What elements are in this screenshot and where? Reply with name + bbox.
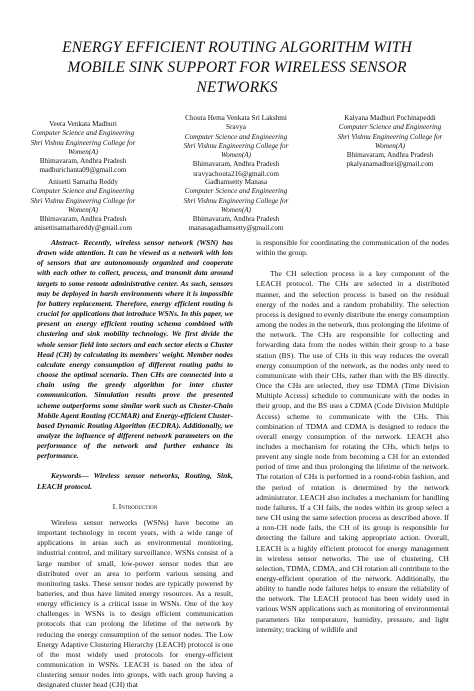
author-city: Bhimavaram, Andhra Pradesh: [192, 215, 280, 224]
author-block-1: [8, 120, 158, 176]
author-email[interactable]: sravyachouta216@gmail.com: [193, 169, 279, 178]
author-affiliation: Shri Vishnu Engineering College for: [337, 132, 443, 141]
body-paragraph: is responsible for coordinating the communication of the nodes within the group.: [256, 238, 449, 258]
author-name: Kalyana Madhuri Pochinapeddi: [344, 114, 436, 122]
author-name: Gadhamsetty Manasa: [204, 178, 268, 186]
author-email[interactable]: anisettisamathareddy@gmail.com: [34, 224, 132, 233]
author-name: Chouta Hema Venkata Sri Lakshmi: [185, 114, 287, 122]
author-affiliation: Computer Science and Engineering: [338, 123, 442, 132]
author-block-3: [314, 114, 466, 170]
author-block-2: [160, 114, 312, 179]
author-city: Bhimavaram, Andhra Pradesh: [192, 160, 280, 169]
right-column: [256, 238, 449, 635]
author-affiliation: Women(A): [374, 141, 406, 150]
author-email[interactable]: pkalyanamadhuri@gmail.com: [346, 160, 434, 169]
body-paragraph: The CH selection process is a key component of the LEACH protocol. The CHs are selected in a distributed manner, and the selection process is based on the residual energy of the nodes and a random probability. The selection process is designed to evenly distribute the energy consumption among the nodes in the network, thus prolonging the lifetime of the network. The CHs are responsible for collecting and forwarding data from the nodes within their group to a base station (BS). The use of CHs in this way reduces the overall energy consumption of the network, as the nodes only need to communicate with their CHs, rather than with the BS directly. Once the CHs are selected, they use TDMA (Time Division Multiple Access) schedule to communicate with the nodes in their group, and the BS uses a CDMA (Code Division Multiple Access) scheme to communicate with the CHs. This combination of TDMA and CDMA is designed to reduce the overall energy consumption of the network. LEACH also includes a mechanism for rotating the CHs, which helps to prevent any single node from becoming a CH for an extended period of time and thus prolonging the lifetime of the network. The rotation of CHs is performed in a round-robin fashion, and the period of rotation is determined by the network administrator. LEACH also includes a mechanism for handling node failures. If a CH fails, the nodes within its group select a new CH using the same selection process as described above. If a non-CH node fails, the CH of its group is responsible for detecting the failure and taking appropriate action. Overall, LEACH is a highly efficient protocol for energy management in wireless sensor networks. The use of clustering, CH selection, TDMA, CDMA, and CH rotation all contribute to the energy-efficient operation of the network. Additionally, the ability to handle node failures helps to ensure the reliability of the network. The LEACH protocol has been widely used in various WSN applications such as monitoring of environmental parameters like temperature, humidity, pressure, and light intensity; tracking of wildlife and: [256, 269, 449, 634]
author-name: Anisetti Samatha Reddy: [48, 178, 118, 186]
author-affiliation: Shri Vishnu Engineering College for: [30, 138, 136, 147]
author-affiliation: Shri Vishnu Engineering College for: [183, 141, 289, 150]
author-block-4: [8, 178, 158, 234]
author-affiliation: Computer Science and Engineering: [184, 187, 288, 196]
author-affiliation: Computer Science and Engineering: [184, 132, 288, 141]
title-line-1: ENERGY EFFICIENT ROUTING ALGORITHM WITH: [62, 39, 412, 56]
left-column: [37, 238, 233, 691]
author-affiliation: Computer Science and Engineering: [31, 187, 135, 196]
section-title: Introduction: [118, 501, 158, 511]
author-affiliation: Women(A): [220, 205, 252, 214]
paper-title: [30, 38, 444, 98]
author-city: Bhimavaram, Andhra Pradesh: [346, 151, 434, 160]
author-city: Bhimavaram, Andhra Pradesh: [39, 215, 127, 224]
author-city: Bhimavaram, Andhra Pradesh: [39, 157, 127, 166]
section-heading: [37, 502, 233, 512]
title-line-2: MOBILE SINK SUPPORT FOR WIRELESS SENSOR: [67, 59, 407, 76]
author-affiliation: Computer Science and Engineering: [31, 129, 135, 138]
author-email[interactable]: manasagadhamsetty@gmail.com: [188, 224, 284, 233]
keywords: Keywords— Wireless sensor networks, Routing, Sink, LEACH protocol.: [37, 471, 233, 491]
author-affiliation: Women(A): [220, 151, 252, 160]
author-email[interactable]: madhurichanta09@gmail.com: [39, 166, 127, 175]
author-affiliation: Shri Vishnu Engineering College for: [30, 196, 136, 205]
author-name: Veera Venkata Madhuri: [49, 120, 117, 128]
author-affiliation: Women(A): [67, 147, 99, 156]
author-name: Sravya: [226, 123, 246, 132]
section-number: I.: [112, 501, 117, 511]
abstract: Abstract- Recently, wireless sensor network (WSN) has drawn wide attention. It can be viewed as a network with lots of sensors that are autonomously organized and cooperate with each other to collect, process, and transmit data around targets to some remote administrative center. As such, sensors may be deployed in harsh environments where it is impossible for battery replacement. Therefore, energy efficient routing is crucial for applications that introduce WSNs. In this paper, we present an energy efficient routing schema combined with clustering and sink mobility technology. We first divide the whole sensor field into sectors and each sector elects a Cluster Head (CH) by calculating its members' weight. Member nodes calculate energy consumption of different routing paths to choose the optimal scenario. Then CHs are connected into a chain using the greedy algorithm for inter cluster communication. Simulation results prove the presented scheme outperforms some similar work such as Cluster-Chain Mobile Agent Routing (CCMAR) and Energy-efficient Cluster-based Dynamic Routing Algorithm (ECDRA). Additionally, we analyze the influence of different network parameters on the performance of the network and further enhance its performance.: [37, 238, 233, 461]
author-block-5: [160, 178, 312, 234]
author-affiliation: Women(A): [67, 205, 99, 214]
title-line-3: NETWORKS: [196, 79, 278, 96]
author-affiliation: Shri Vishnu Engineering College for: [183, 196, 289, 205]
intro-paragraph: Wireless sensor networks (WSNs) have become an important technology in recent years, with a wide range of applications in areas such as environmental monitoring, industrial control, and military surveillance. WSNs consist of a large number of small, low-power sensor nodes that are distributed over an area to perform various sensing and monitoring tasks. These sensor nodes are typically powered by batteries, and thus have limited energy resources. As a result, energy efficiency is a critical issue in WSNs. One of the key challenges in WSNs is to design efficient communication protocols that can prolong the lifetime of the network by reducing the energy consumption of the sensor nodes. The Low Energy Adaptive Clustering Hierarchy (LEACH) protocol is one of the most widely used protocols for energy-efficient communication in WSNs. LEACH is based on the idea of clustering sensor nodes into groups, with each group having a designated cluster head (CH) that: [37, 517, 233, 690]
